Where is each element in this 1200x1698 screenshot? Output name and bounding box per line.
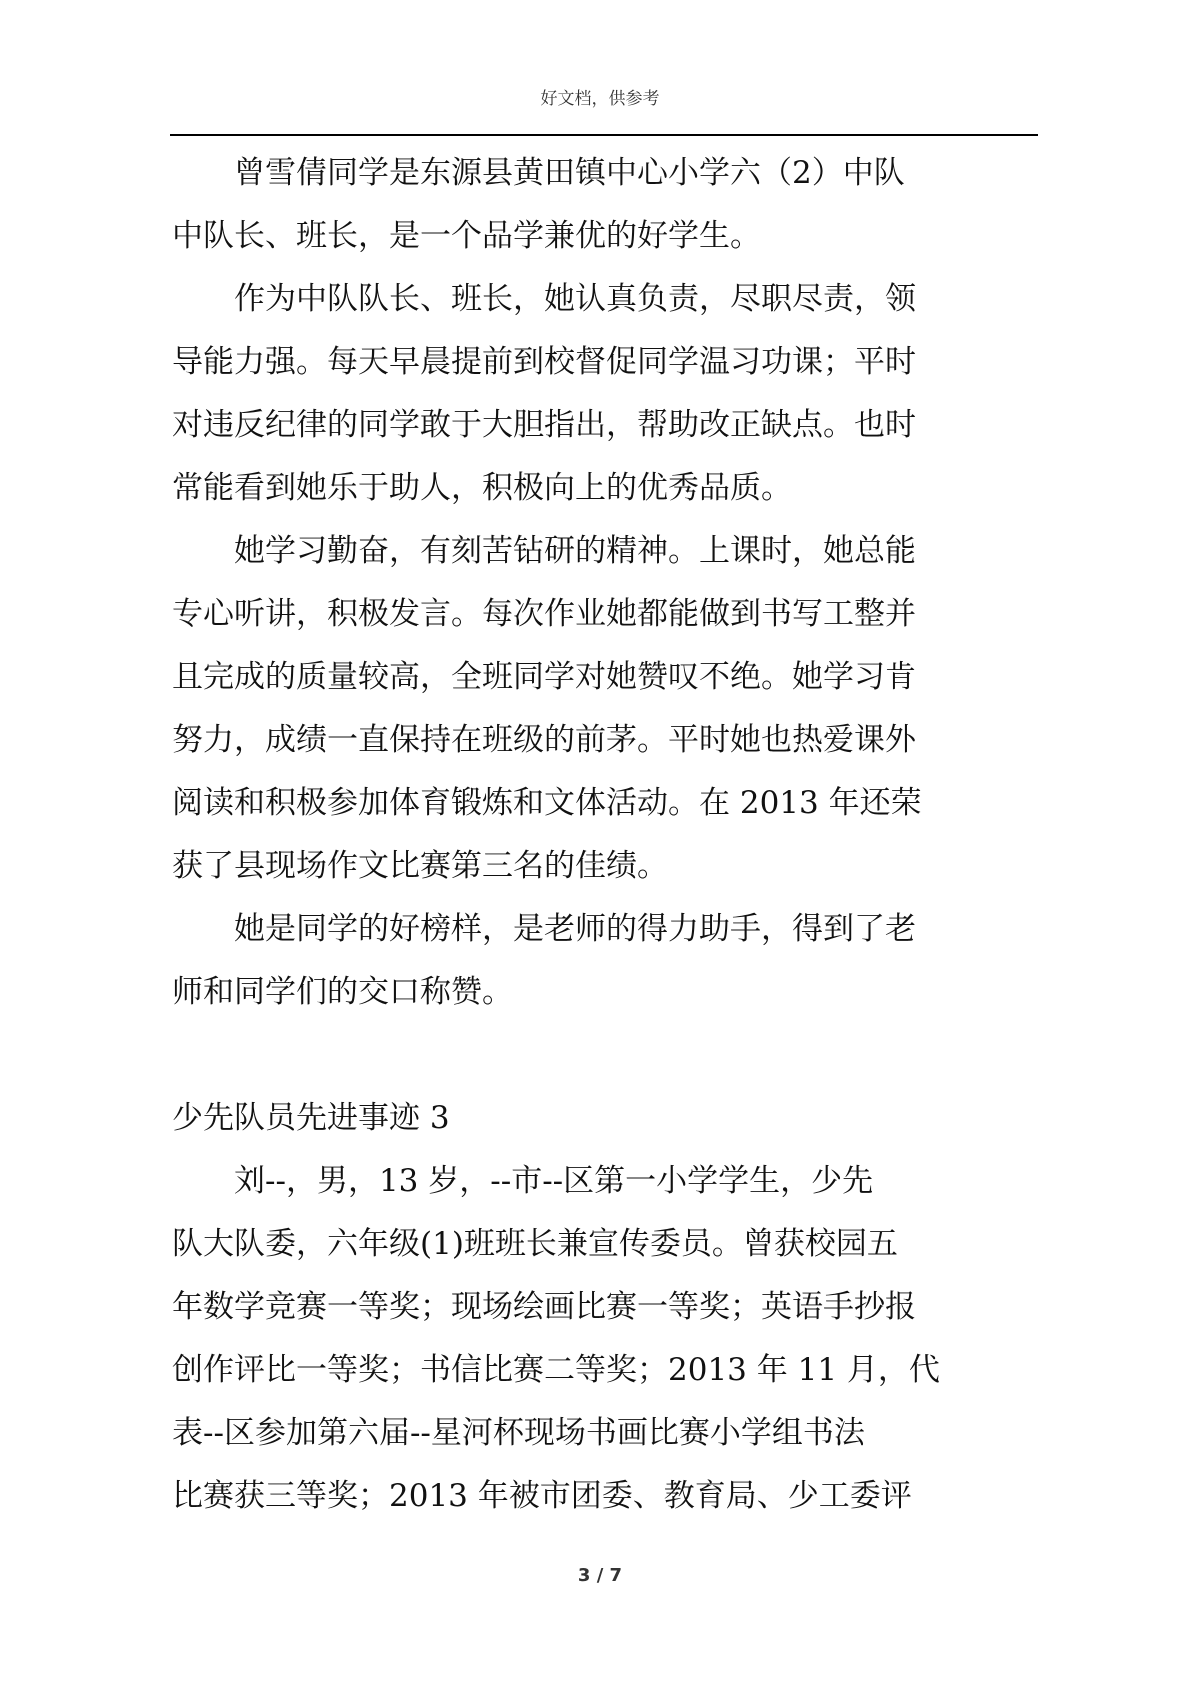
paragraph-1 (172, 142, 1040, 268)
header-divider (170, 134, 1038, 136)
document-body (172, 142, 1040, 1528)
text-line: 比赛获三等奖；2013 年被市团委、教育局、少工委评 (172, 1478, 912, 1514)
text-line: 阅读和积极参加体育锻炼和文体活动。在 2013 年还荣 (172, 785, 922, 821)
text-line: 创作评比一等奖；书信比赛二等奖；2013 年 11 月，代 (172, 1352, 940, 1388)
text-line: 队大队委，六年级(1)班班长兼宣传委员。曾获校园五 (172, 1226, 898, 1262)
text-line: 作为中队队长、班长，她认真负责，尽职尽责，领 (234, 281, 916, 317)
text-line: 努力，成绩一直保持在班级的前茅。平时她也热爱课外 (172, 722, 916, 758)
text-line: 曾雪倩同学是东源县黄田镇中心小学六（2）中队 (234, 155, 905, 191)
section-title: 少先队员先进事迹 3 (172, 1100, 450, 1136)
page-number: 3 / 7 (577, 1565, 623, 1586)
text-line: 获了县现场作文比赛第三名的佳绩。 (172, 848, 668, 884)
text-line: 常能看到她乐于助人，积极向上的优秀品质。 (172, 470, 792, 506)
text-line: 年数学竞赛一等奖；现场绘画比赛一等奖；英语手抄报 (172, 1289, 916, 1325)
text-line: 导能力强。每天早晨提前到校督促同学温习功课；平时 (172, 344, 916, 380)
text-line: 专心听讲，积极发言。每次作业她都能做到书写工整并 (172, 596, 916, 632)
paragraph-4 (172, 898, 1040, 1024)
text-line: 师和同学们的交口称赞。 (172, 974, 513, 1010)
text-line: 她学习勤奋，有刻苦钻研的精神。上课时，她总能 (234, 533, 916, 569)
paragraph-2 (172, 268, 1040, 520)
text-line: 对违反纪律的同学敢于大胆指出，帮助改正缺点。也时 (172, 407, 916, 443)
text-line: 表--区参加第六届--星河杯现场书画比赛小学组书法 (172, 1415, 865, 1451)
text-line: 她是同学的好榜样，是老师的得力助手，得到了老 (234, 911, 916, 947)
page-header: 好文档，供参考 (540, 89, 660, 109)
paragraph-3 (172, 520, 1040, 898)
text-line: 且完成的质量较高，全班同学对她赞叹不绝。她学习肯 (172, 659, 916, 695)
section-paragraph (172, 1150, 1040, 1528)
text-line: 刘--，男，13 岁，--市--区第一小学学生，少先 (234, 1163, 874, 1199)
text-line: 中队长、班长，是一个品学兼优的好学生。 (172, 218, 761, 254)
